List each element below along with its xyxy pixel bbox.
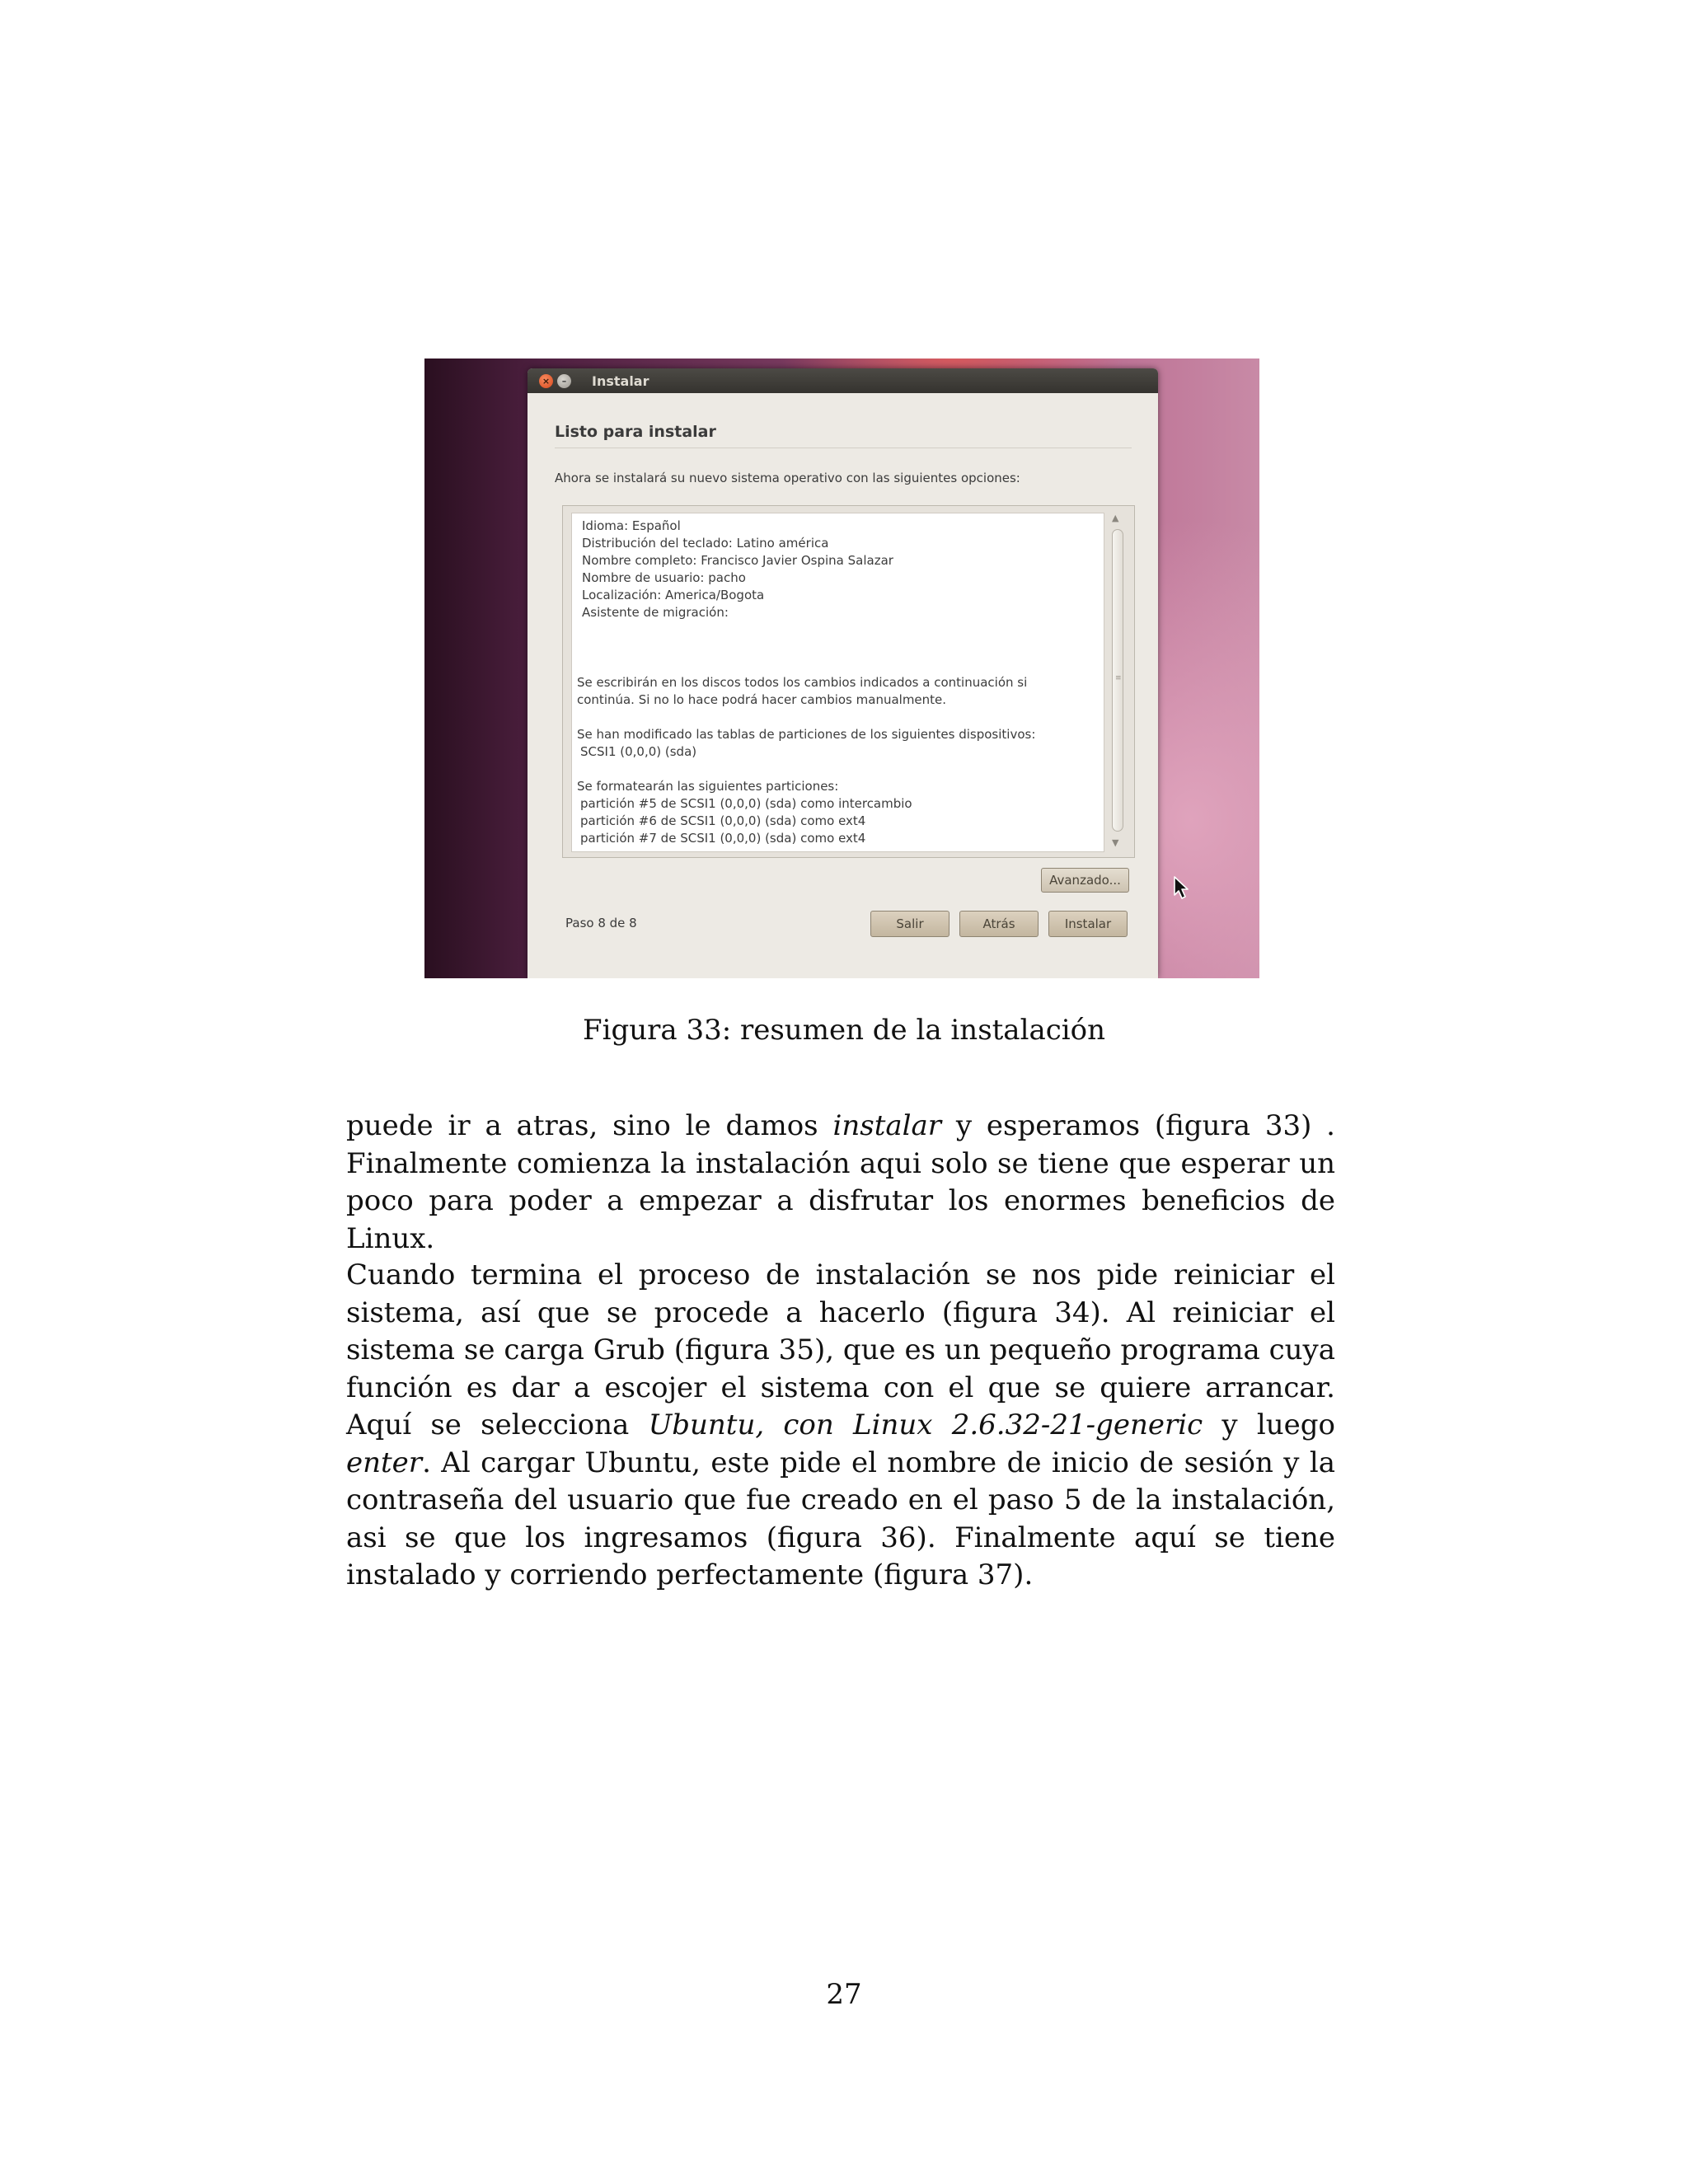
mouse-pointer-icon	[1173, 875, 1191, 900]
paragraph-text: puede ir a atras, sino le damos	[346, 1109, 833, 1142]
summary-line: partición #7 de SCSI1 (0,0,0) (sda) como ext4	[580, 831, 866, 846]
install-button[interactable]: Instalar	[1048, 911, 1128, 937]
emphasis-text: enter	[346, 1446, 423, 1479]
close-icon[interactable]: ×	[539, 374, 553, 388]
dialog-heading: Listo para instalar	[555, 423, 716, 441]
quit-button[interactable]: Salir	[870, 911, 950, 937]
dialog-intro: Ahora se instalará su nuevo sistema operativo con las siguientes opciones:	[555, 471, 1020, 485]
step-indicator: Paso 8 de 8	[565, 916, 637, 930]
paragraph	[346, 1108, 1335, 1258]
window-titlebar	[528, 368, 1158, 393]
figure-caption: Figura 33: resumen de la instalación	[583, 1014, 1105, 1047]
summary-scrollbar[interactable]	[1109, 513, 1125, 851]
summary-line: SCSI1 (0,0,0) (sda)	[580, 744, 697, 759]
summary-line: Se escribirán en los discos todos los cambios indicados a continuación si	[577, 675, 1028, 690]
summary-line: Distribución del teclado: Latino américa	[582, 536, 829, 551]
summary-line: Se formatearán las siguientes particiones:	[577, 779, 839, 794]
scroll-up-icon[interactable]: ▲	[1112, 513, 1119, 523]
advanced-button[interactable]: Avanzado...	[1041, 868, 1129, 893]
emphasis-text: instalar	[832, 1109, 942, 1142]
window-title: Instalar	[592, 373, 649, 389]
back-button[interactable]: Atrás	[959, 911, 1039, 937]
paragraph	[346, 1257, 1335, 1595]
summary-line: Nombre completo: Francisco Javier Ospina Salazar	[582, 553, 893, 568]
paragraph-text: Cuando termina el proceso de instalación se nos pide reiniciar el sistema, así que se procede a hacerlo (figura 34). Al reiniciar el sistema se carga Grub (figura 35), que es un pequeño programa cuya función es dar a escojer el sistema con el que se quiere arrancar. Aquí se selecciona	[346, 1258, 1335, 1441]
scroll-thumb[interactable]	[1112, 529, 1123, 832]
paragraph-text: y luego	[1203, 1408, 1335, 1441]
summary-line: Idioma: Español	[582, 518, 681, 533]
summary-line: continúa. Si no lo hace podrá hacer cambios manualmente.	[577, 692, 947, 707]
summary-line: Nombre de usuario: pacho	[582, 570, 746, 585]
summary-frame	[562, 505, 1135, 858]
paragraph-text: y esperamos (figura 33) . Finalmente comienza la instalación aqui solo se tiene que esperar un poco para poder a empezar a disfrutar los enormes beneficios de Linux.	[346, 1109, 1335, 1255]
minimize-icon[interactable]: –	[557, 374, 571, 388]
scroll-down-icon[interactable]: ▼	[1112, 837, 1119, 848]
summary-line: partición #6 de SCSI1 (0,0,0) (sda) como ext4	[580, 813, 866, 828]
summary-line: Asistente de migración:	[582, 605, 729, 620]
summary-text-box[interactable]	[571, 513, 1104, 852]
installer-window	[528, 368, 1158, 978]
figure-screenshot	[424, 359, 1259, 978]
paragraph-text: . Al cargar Ubuntu, este pide el nombre de inicio de sesión y la contraseña del usuario que fue creado en el paso 5 de la instalación, asi se que los ingresamos (figura 36). Finalmente aquí se tiene instalado y corriendo perfectamente (figura 37).	[346, 1446, 1335, 1591]
summary-line: Localización: America/Bogota	[582, 588, 765, 602]
grip-icon: ≡	[1115, 674, 1122, 682]
summary-line: partición #5 de SCSI1 (0,0,0) (sda) como intercambio	[580, 796, 912, 811]
summary-line: Se han modificado las tablas de particiones de los siguientes dispositivos:	[577, 727, 1036, 742]
emphasis-text: Ubuntu, con Linux 2.6.32-21-generic	[648, 1408, 1203, 1441]
page-number: 27	[826, 1978, 862, 2011]
